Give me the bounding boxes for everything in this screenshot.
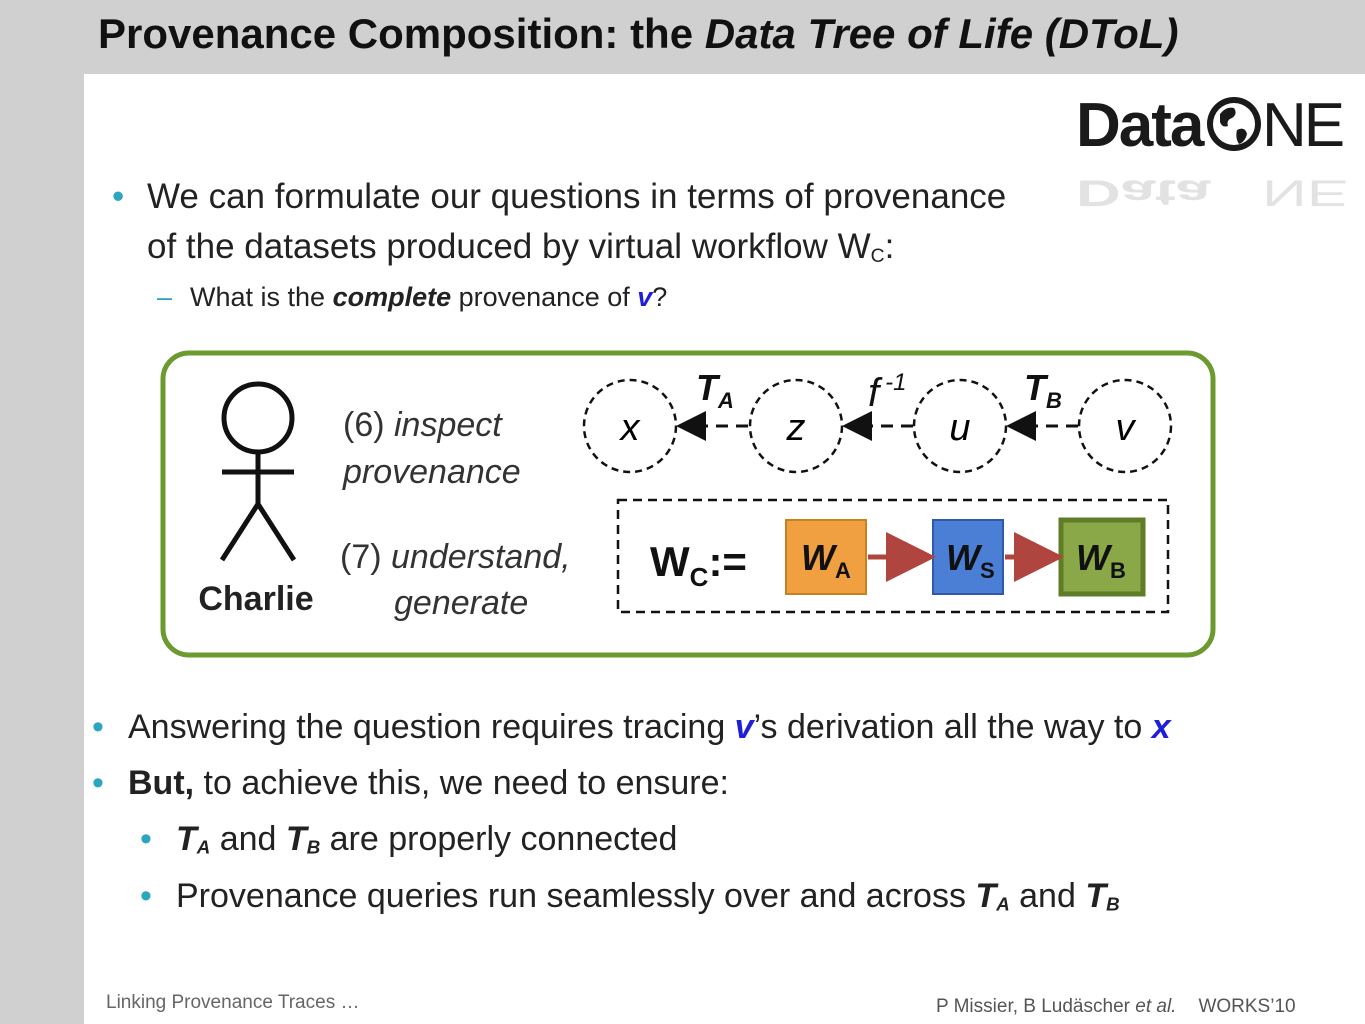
- footer-presentation-title: Linking Provenance Traces …: [106, 992, 360, 1013]
- svg-text:Data: Data: [1076, 91, 1203, 160]
- workflow-box-wb: [1061, 520, 1143, 594]
- sub-bullet-complete-provenance: – What is the complete provenance of v?: [157, 282, 668, 312]
- step-6-label-line2: provenance: [343, 453, 521, 491]
- node-z: [750, 380, 842, 472]
- node-u: [914, 380, 1006, 472]
- svg-text:v: v: [1115, 407, 1135, 449]
- node-v: [1079, 380, 1171, 472]
- sub-bullet-dash: –: [157, 282, 173, 312]
- sub-bullet-connected: • $T_A$ and $T_B$ are properly connected: [140, 820, 678, 858]
- svg-text:WS: $W_S$: [946, 537, 995, 583]
- step-6-label: (6) inspect: [343, 406, 502, 444]
- workflow-box-ws: [933, 520, 1003, 594]
- step-7-label: (7) understand,: [340, 538, 571, 576]
- svg-text:z: z: [786, 407, 806, 449]
- slide-title: Provenance Composition: the Data Tree of Life (DToL): [98, 10, 1179, 57]
- actor-name: Charlie: [198, 580, 314, 618]
- edge-label-ta: $T_A$: [696, 367, 734, 413]
- svg-text:Data: Data: [1076, 172, 1211, 214]
- bullet-formulate: [112, 172, 1007, 282]
- workflow-wc-label: $W_C:=$: [650, 538, 747, 592]
- footer-authors-venue: P Missier, B Ludäscher et al. WORKS’10: [936, 996, 1296, 1017]
- bullet-but: • But, to achieve this, we need to ensure:: [92, 764, 729, 802]
- bullet-dot: •: [92, 764, 104, 802]
- svg-text:u: u: [949, 407, 971, 449]
- svg-text:WB: $W_B$: [1076, 537, 1126, 583]
- step-7-label-line2: generate: [394, 584, 529, 622]
- edge-label-f-inverse: f $^{-1}$: [868, 369, 907, 415]
- bullet-dot: •: [140, 877, 152, 915]
- provenance-diagram: [158, 348, 1218, 660]
- svg-text:NE: NE: [1262, 91, 1343, 160]
- bullet-answering: • Answering the question requires tracing v’s derivation all the way to x: [92, 708, 1171, 746]
- dataone-logo: [1074, 80, 1354, 214]
- svg-text:NE: NE: [1262, 172, 1349, 214]
- bullet-line-1: We can formulate our questions in terms of provenance: [147, 177, 1007, 216]
- left-sidebar-band: [0, 0, 84, 1024]
- bullet-dot: •: [92, 708, 104, 746]
- bullet-dot: •: [140, 820, 152, 858]
- node-x: [584, 380, 676, 472]
- edge-label-tb: $T_B$: [1024, 367, 1062, 413]
- sub-bullet-queries: • Provenance queries run seamlessly over and across $T_A$ and $T_B$: [140, 877, 1120, 915]
- workflow-box-wa: [786, 520, 866, 594]
- bullet-line-2: of the datasets produced by virtual workflow $W_C$:: [147, 227, 895, 267]
- svg-text:WA: $W_A$: [801, 537, 851, 583]
- bullet-dot: •: [112, 177, 125, 216]
- svg-text:x: x: [620, 407, 640, 449]
